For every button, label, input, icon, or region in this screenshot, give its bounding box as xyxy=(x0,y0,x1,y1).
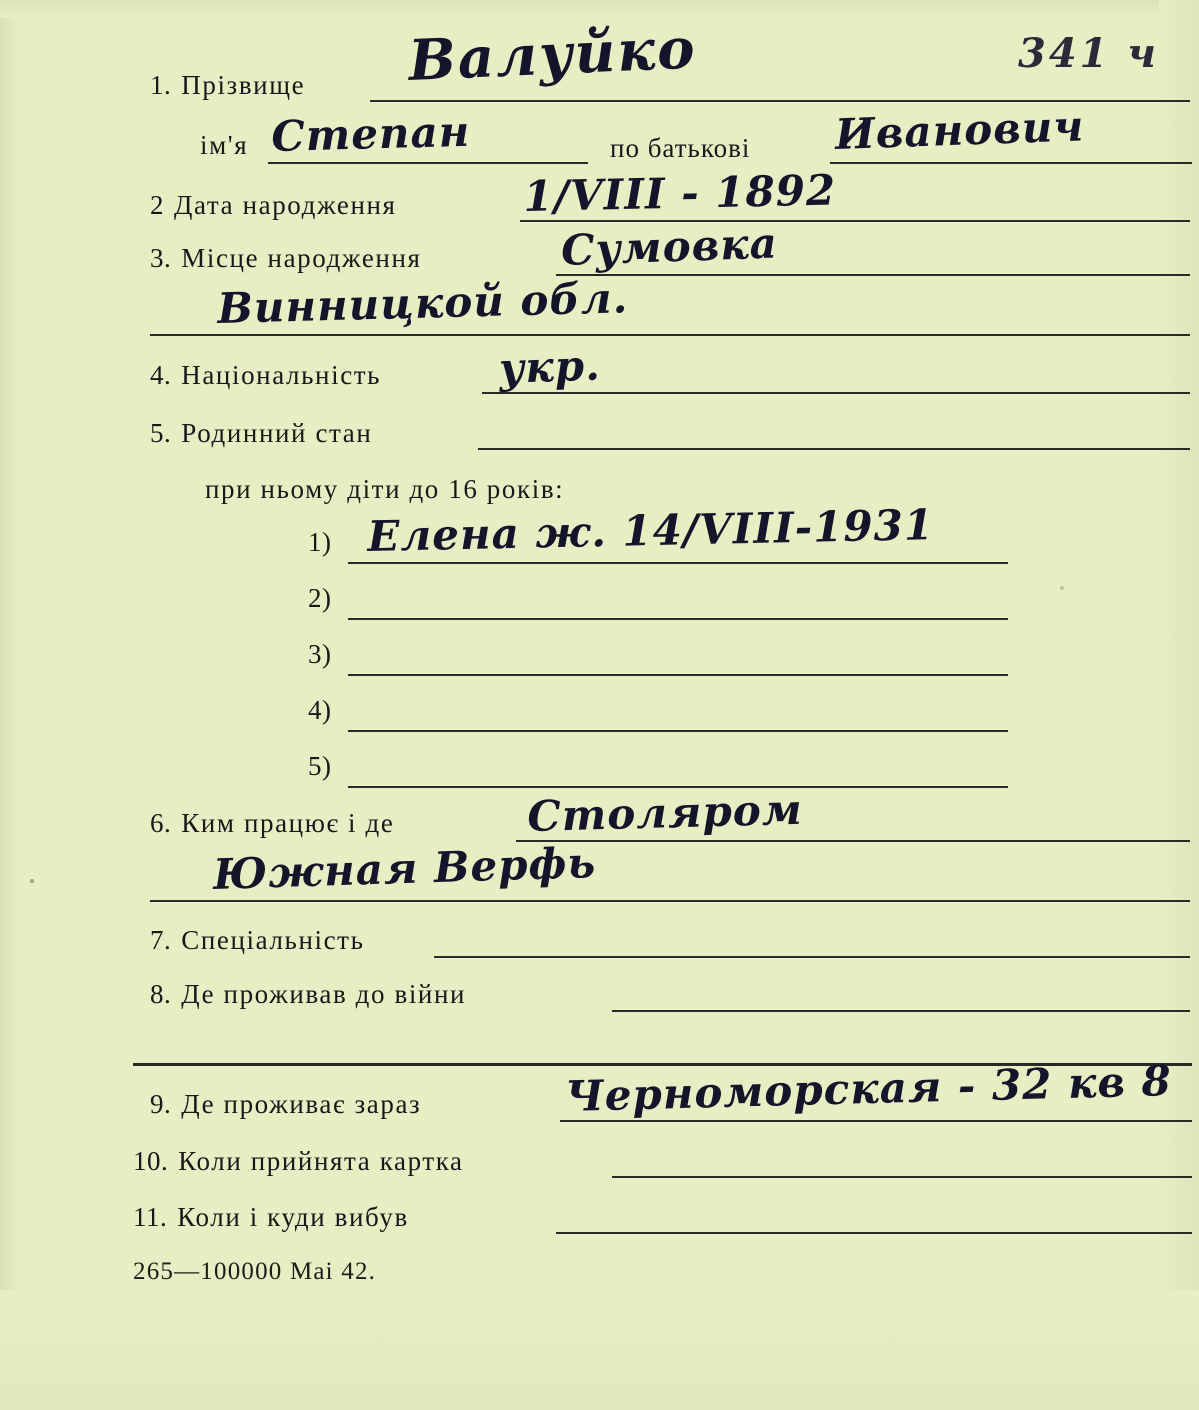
field-value-birthplace: Сумовка xyxy=(560,218,779,275)
field-rule-marital-status xyxy=(478,448,1190,450)
field-value-patronymic: Иванович xyxy=(834,101,1086,159)
field-row-employment xyxy=(150,808,394,839)
field-row-birthplace xyxy=(150,243,422,274)
field-row-prewar-address xyxy=(150,979,466,1010)
field-rule-firstname xyxy=(268,162,588,164)
field-number: 6. xyxy=(150,808,172,838)
field-row-firstname xyxy=(200,130,248,161)
field-label: Коли прийнята картка xyxy=(178,1146,464,1176)
field-label: Де проживає зараз xyxy=(181,1089,422,1119)
corner-serial-number: 341 ч xyxy=(1017,30,1159,77)
field-value-surname: Валуйко xyxy=(407,15,698,95)
child-rule-2 xyxy=(348,618,1008,620)
field-row-surname xyxy=(150,70,305,101)
children-heading-label: при ньому діти до 16 років: xyxy=(205,474,565,504)
child-rule-4 xyxy=(348,730,1008,732)
field-number: 11. xyxy=(133,1202,168,1232)
child-number: 3) xyxy=(308,639,332,669)
field-number: 4. xyxy=(150,360,172,390)
child-rule-1 xyxy=(348,562,1008,564)
child-row-3-number xyxy=(308,639,332,670)
field-number: 10. xyxy=(133,1146,169,1176)
field-number: 7. xyxy=(150,925,172,955)
field-label: Дата народження xyxy=(174,190,397,220)
field-label: ім'я xyxy=(200,130,249,160)
child-row-4-number xyxy=(308,695,332,726)
field-rule-birthplace xyxy=(556,274,1190,276)
child-row-5-number xyxy=(308,751,332,782)
field-label: Родинний стан xyxy=(181,418,373,448)
field-label: по батькові xyxy=(610,133,751,163)
field-row-marital-status xyxy=(150,418,372,449)
child-number: 1) xyxy=(308,527,332,557)
field-value-current-address: Черноморская - 32 кв 8 xyxy=(564,1056,1173,1121)
field-number: 8. xyxy=(150,979,172,1009)
children-heading xyxy=(205,474,564,505)
field-rule-nationality xyxy=(482,392,1190,394)
field-value-birthdate: 1/VIII - 1892 xyxy=(522,165,837,221)
field-row-current-address xyxy=(150,1089,421,1120)
field-rule-prewar-address xyxy=(612,1010,1190,1012)
field-label: Спеціальність xyxy=(181,925,365,955)
field-label: Місце народження xyxy=(181,243,422,273)
child-number: 4) xyxy=(308,695,332,725)
field-rule-current-address xyxy=(560,1120,1192,1122)
printer-code: 265—100000 Mai 42. xyxy=(133,1258,377,1285)
field-row-departure xyxy=(133,1202,409,1233)
field-row-patronymic xyxy=(610,133,750,164)
field-rule-card-accepted xyxy=(612,1176,1192,1178)
field-number: 1. xyxy=(150,70,172,100)
field-value-birthregion: Винницкой обл. xyxy=(216,273,629,333)
field-label: Де проживав до війни xyxy=(181,979,467,1009)
child-rule-3 xyxy=(348,674,1008,676)
field-label: Ким працює і де xyxy=(181,808,395,838)
field-rule-birthdate xyxy=(520,220,1190,222)
field-row-specialty xyxy=(150,925,365,956)
field-rule-employer xyxy=(150,900,1190,902)
field-row-birthdate xyxy=(150,190,397,221)
field-rule-departure xyxy=(556,1232,1192,1234)
field-rule-employment xyxy=(516,840,1190,842)
field-value-firstname: Степан xyxy=(270,106,471,161)
child-number: 2) xyxy=(308,583,332,613)
field-label: Прізвище xyxy=(181,70,306,100)
field-number: 3. xyxy=(150,243,172,273)
field-label: Національність xyxy=(181,360,382,390)
field-value-employer: Южная Верфь xyxy=(212,837,597,899)
child-number: 5) xyxy=(308,751,332,781)
field-label: Коли і куди вибув xyxy=(177,1202,409,1232)
field-value-employment: Столяром xyxy=(526,784,804,841)
field-row-card-accepted xyxy=(133,1146,464,1177)
field-value-nationality: укр. xyxy=(498,340,602,393)
field-rule-specialty xyxy=(434,956,1190,958)
child-value-1: Елена ж. 14/VIII-1931 xyxy=(366,500,935,561)
child-row-1-number xyxy=(308,527,332,558)
field-rule-patronymic xyxy=(830,162,1192,164)
field-number: 2 xyxy=(150,190,164,220)
child-row-2-number xyxy=(308,583,332,614)
field-row-nationality xyxy=(150,360,381,391)
field-rule-birthregion xyxy=(150,334,1190,336)
field-number: 9. xyxy=(150,1089,172,1119)
field-number: 5. xyxy=(150,418,172,448)
